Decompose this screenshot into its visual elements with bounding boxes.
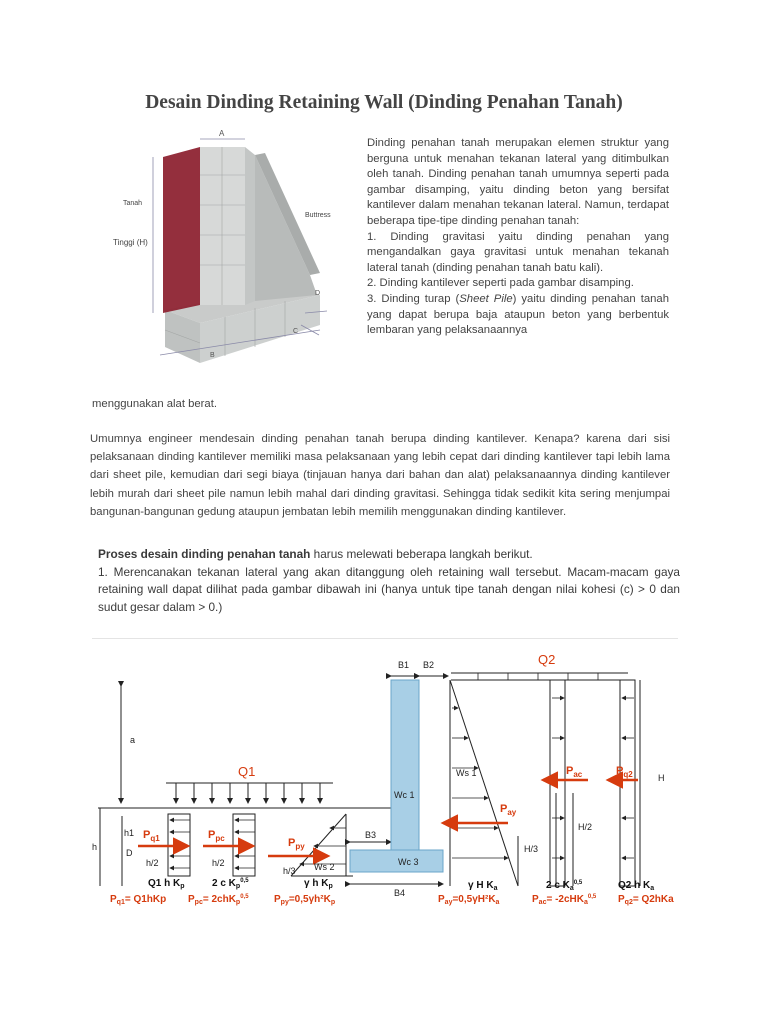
- label-A: A: [219, 129, 225, 138]
- label-C: C: [293, 328, 299, 335]
- label-buttress: Buttress: [305, 212, 331, 219]
- force-ppy: $P_{py}$: [288, 837, 305, 851]
- proses-step-1: 1. Merencanakan tekanan lateral yang akan ditanggung oleh retaining wall tersebut. Macam-macam gaya retaining wall dapat dilihat pada gambar dibawah ini (hanya untuk tipe tanah dengan nilai kohesi (c) > 0 dan sudut gesar dalam > 0.): [98, 564, 680, 614]
- label-B2: B2: [423, 660, 435, 670]
- formula-ppy: $P_{py}=0,5\gamma h^2K_p$: [274, 894, 336, 906]
- formula-ppc: $P_{pc}= 2chK_p^{0,5}$: [188, 894, 249, 906]
- label-D: D: [126, 848, 133, 858]
- proses-heading: Proses desain dinding penahan tanah: [98, 547, 311, 561]
- label-Ws2: Ws 2: [314, 862, 335, 872]
- proses-paragraph: [98, 546, 680, 616]
- label-D: D: [315, 290, 321, 297]
- force-pq2: $P_{q2}$: [616, 765, 633, 779]
- label-Q2: Q2: [538, 652, 556, 667]
- label-yhkp: γ h $K_p$: [304, 878, 333, 890]
- intro-tail: menggunakan alat berat.: [92, 398, 217, 410]
- formula-pac: $P_{ac}= -2cHK_a^{0,5}$: [532, 894, 597, 906]
- wall-type-3-post: ) yaitu dinding penahan tanah yang dapat berupa baja ataupun beton yang berbentuk lembaran yang pelaksanaannya: [367, 292, 669, 337]
- divider: [92, 638, 678, 639]
- label-h1: h1: [124, 828, 135, 838]
- formula-pay: $P_{ay}=0,5\gamma H^2K_a$: [438, 894, 500, 906]
- buttress: [255, 155, 317, 301]
- label-B3: B3: [365, 830, 377, 840]
- label-H: H: [658, 773, 665, 783]
- intro-paragraph: Dinding penahan tanah merupakan elemen struktur yang berguna untuk menahan tekanan lateral yang ditimbulkan oleh tanah. Dinding penahan tanah umumnya seperti pada gambar disamping, yaitu dinding beton yang bersifat kantilever dalam menahan tekanan lateral. Namun, terdapat beberapa tipe-tipe dinding penahan tanah:: [367, 137, 669, 227]
- label-h2-left: h/2: [146, 858, 159, 868]
- intro-text: [367, 136, 669, 339]
- label-Ws1: Ws 1: [456, 768, 477, 778]
- label-h2-mid: h/2: [212, 858, 225, 868]
- label-yHKa: γ H $K_a$: [468, 880, 498, 892]
- label-Wc1: Wc 1: [394, 790, 415, 800]
- force-pac: $P_{ac}$: [566, 765, 583, 779]
- formula-pq1: $P_{q1}= Q1hKp$: [110, 894, 167, 906]
- wall-stem: [391, 680, 419, 850]
- wall-face: [200, 147, 245, 305]
- wall-type-1: 1. Dinding gravitasi yaitu dinding penahan yang mengandalkan gaya gravitasi untuk menahan tekanah lateral tanah (dinding penahan tanah batu kali).: [367, 230, 669, 274]
- label-tanah: Tanah: [123, 200, 143, 207]
- formula-pq2: $P_{q2}= Q2hKa$: [618, 894, 674, 906]
- wall-side: [245, 147, 255, 305]
- label-B4: B4: [394, 888, 406, 898]
- label-q2hka: Q2 h $K_a$: [618, 880, 655, 892]
- soil-block: [163, 147, 200, 313]
- wall-type-2: 2. Dinding kantilever seperti pada gambar disamping.: [367, 277, 634, 290]
- label-2cka: 2 c $K_a^{0,5}$: [546, 880, 583, 892]
- force-pq1: $P_{q1}$: [143, 829, 160, 843]
- retaining-wall-illustration: [105, 125, 360, 380]
- lateral-pressure-diagram: [88, 648, 700, 916]
- label-a: a: [130, 735, 136, 745]
- label-B1: B1: [398, 660, 410, 670]
- kantilever-paragraph: Umumnya engineer mendesain dinding penahan tanah berupa dinding kantilever. Kenapa? karena dari sisi pelaksanaan dinding kantilever memiliki masa pelaksanaan yang lebih cepat dari dinding kantilever tapi lebih lama dari sheet pile, kemudian dari segi biaya (tinjauan hanya dari bahan dan alat) pelaksanaannya dinding kantilever lebih murah dari sheet pile namun lebih mahal dari dinding gravitasi. Sehingga tidak sedikit kita sering menjumpai bangunan-bangunan gedung ataupun jembatan lebih memilih menggunakan dinding kantilever.: [90, 433, 670, 518]
- label-Q1: Q1: [238, 764, 256, 779]
- label-tinggi: Tinggi (H): [113, 238, 148, 247]
- label-q1hkp: Q1 h $K_p$: [148, 878, 185, 890]
- proses-heading-rest: harus melewati beberapa langkah berikut.: [310, 547, 533, 561]
- wall-type-3: [367, 292, 669, 339]
- wall-base: [350, 850, 443, 872]
- force-ppc: $P_{pc}$: [208, 829, 225, 843]
- label-h: h: [92, 842, 98, 852]
- page-title: Desain Dinding Retaining Wall (Dinding Penahan Tanah): [145, 92, 623, 113]
- label-H2: H/2: [578, 822, 593, 832]
- force-pay: $P_{ay}$: [500, 803, 517, 817]
- label-B: B: [210, 352, 215, 359]
- wall-type-3-italic: Sheet Pile: [459, 292, 513, 305]
- label-H3: H/3: [524, 844, 539, 854]
- label-2ckp: 2 c $K_p^{0,5}$: [212, 878, 249, 890]
- wall-type-3-pre: 3. Dinding turap (: [367, 292, 460, 305]
- label-Wc3: Wc 3: [398, 857, 419, 867]
- label-h3: h/3: [283, 866, 296, 876]
